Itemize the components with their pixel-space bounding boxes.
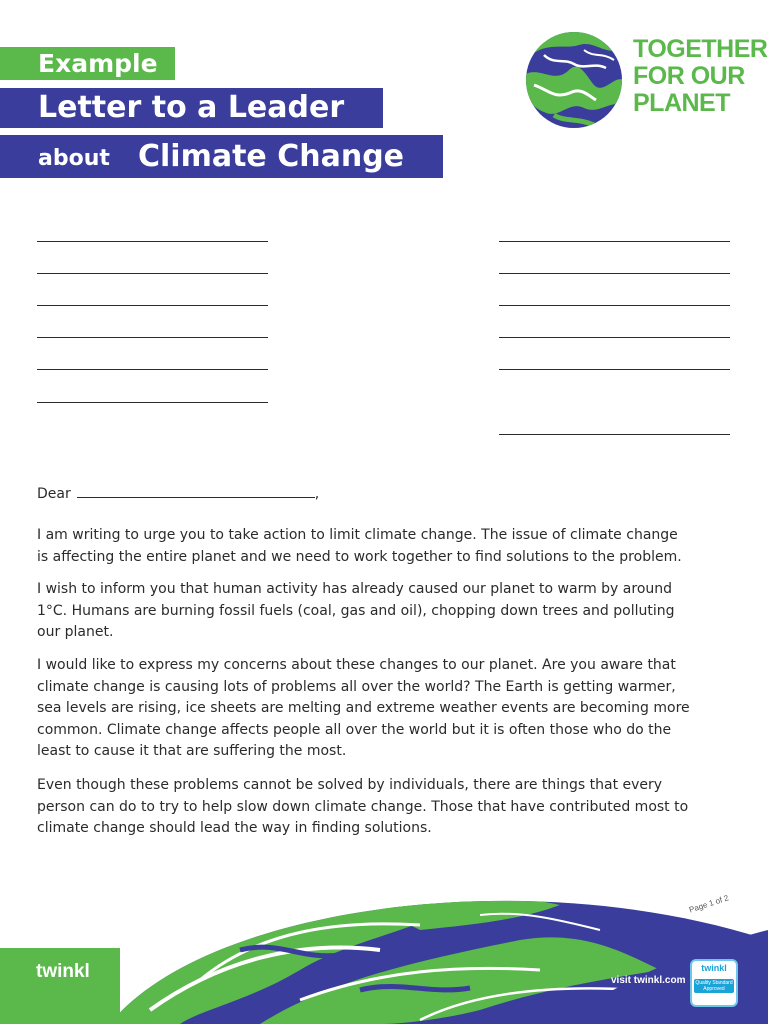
badge-text bbox=[694, 979, 734, 993]
page-title-line1: Letter to a Leader bbox=[38, 90, 345, 125]
letter-paragraph-1 bbox=[37, 525, 737, 568]
greeting bbox=[37, 484, 319, 504]
badge-line: Quality Standard bbox=[695, 980, 733, 986]
paragraph-line: I would like to express my concerns about these changes to our planet. Are you aware that bbox=[37, 657, 676, 673]
sender-address-line[interactable] bbox=[37, 241, 268, 242]
sender-address-line[interactable] bbox=[37, 369, 268, 370]
paragraph-line: sea levels are rising, ice sheets are melting and extreme weather events are becoming more bbox=[37, 700, 690, 716]
paragraph-line: 1°C. Humans are burning fossil fuels (coal, gas and oil), chopping down trees and polluting bbox=[37, 602, 675, 619]
sender-address-line[interactable] bbox=[37, 273, 268, 274]
paragraph-line: climate change is causing lots of problems all over the world? The Earth is getting warmer, bbox=[37, 678, 676, 695]
twinkl-logo: twinkl bbox=[36, 961, 90, 982]
sender-address-line[interactable] bbox=[37, 337, 268, 338]
paragraph-line: Even though these problems cannot be solved by individuals, there are things that every bbox=[37, 777, 663, 793]
letter-paragraph-3 bbox=[37, 655, 737, 763]
together-for-our-planet-logo bbox=[633, 35, 768, 117]
badge-line: Approved bbox=[703, 986, 725, 992]
page-number: Page 1 of 2 bbox=[688, 893, 730, 915]
date-line[interactable] bbox=[499, 434, 730, 435]
letter-paragraph-2 bbox=[37, 579, 737, 644]
paragraph-line: person can do to try to help slow down climate change. Those that have contributed most to bbox=[37, 798, 689, 815]
globe-logo-icon bbox=[524, 30, 624, 130]
sender-address-line[interactable] bbox=[37, 402, 268, 403]
logo-line-3: PLANET bbox=[633, 89, 730, 117]
recipient-address-line[interactable] bbox=[499, 241, 730, 242]
paragraph-line: is affecting the entire planet and we need to work together to find solutions to the problem. bbox=[37, 548, 682, 565]
recipient-address-line[interactable] bbox=[499, 305, 730, 306]
paragraph-line: least to cause it that are suffering the most. bbox=[37, 743, 347, 759]
letter-paragraph-4 bbox=[37, 775, 737, 840]
example-banner bbox=[0, 47, 175, 80]
recipient-name-line[interactable] bbox=[77, 485, 315, 498]
quality-standard-badge bbox=[690, 959, 738, 1007]
paragraph-line: I am writing to urge you to take action to limit climate change. The issue of climate change bbox=[37, 527, 678, 543]
recipient-address-line[interactable] bbox=[499, 273, 730, 274]
sender-address-line[interactable] bbox=[37, 305, 268, 306]
logo-line-2: FOR OUR bbox=[633, 62, 745, 90]
page-title-about: about bbox=[38, 146, 110, 171]
footer-earth-illustration bbox=[0, 870, 768, 1024]
paragraph-line: our planet. bbox=[37, 624, 114, 640]
visit-link[interactable]: visit twinkl.com bbox=[611, 975, 686, 986]
recipient-address-line[interactable] bbox=[499, 337, 730, 338]
recipient-address-line[interactable] bbox=[499, 369, 730, 370]
title-banner-line2 bbox=[0, 135, 443, 178]
example-label: Example bbox=[38, 49, 158, 78]
logo-line-1: TOGETHER bbox=[633, 35, 768, 63]
badge-brand: twinkl bbox=[701, 963, 727, 973]
page-title-line2: Climate Change bbox=[138, 139, 405, 174]
paragraph-line: common. Climate change affects people all over the world but it is often those who do the bbox=[37, 721, 672, 738]
title-banner-line1 bbox=[0, 88, 383, 128]
greeting-comma: , bbox=[314, 486, 320, 502]
paragraph-line: climate change should lead the way in finding solutions. bbox=[37, 820, 432, 836]
greeting-word: Dear bbox=[37, 486, 71, 502]
paragraph-line: I wish to inform you that human activity has already caused our planet to warm by around bbox=[37, 581, 673, 597]
